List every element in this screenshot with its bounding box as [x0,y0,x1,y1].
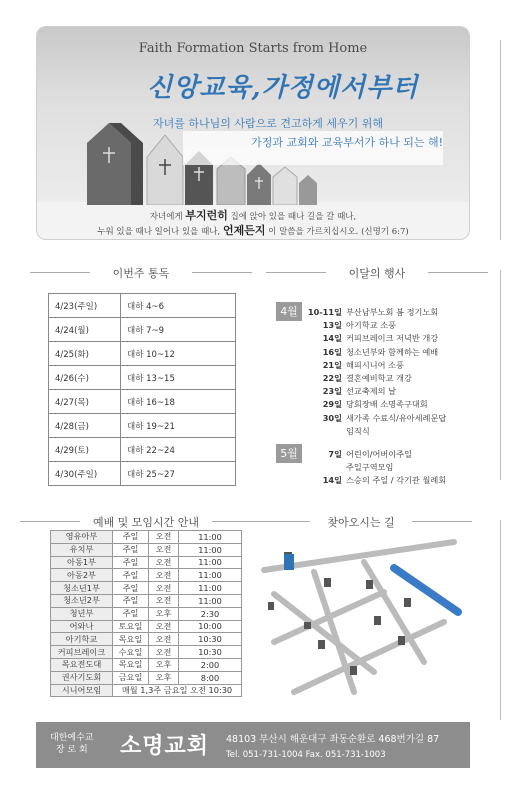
church-name: 소명교회 [120,734,210,759]
schedule-day: 목요일 [113,633,149,646]
reading-passage: 대하 10~12 [121,342,236,366]
reading-table [48,293,236,486]
schedule-row [51,646,242,659]
schedule-section-title: 예배 및 모임시간 안내 [86,514,206,530]
banner-english-title: Faith Formation Starts from Home [138,41,368,56]
schedule-time: 2:00 [179,658,242,671]
event-date: 21일 [322,359,342,370]
schedule-group: 청소년2부 [51,594,113,607]
event-text: 주일구역모임 [346,462,394,473]
event-text: 어린이/어버이주일 [346,449,413,459]
reading-row [49,390,236,414]
event-text: 커피브레이크 저녁반 개강 [346,333,439,344]
schedule-note: 매월 1,3주 금요일 오전 10:30 [113,684,242,697]
theme-banner [36,26,470,240]
event-text: 임직식 [346,425,370,436]
schedule-group: 아동2부 [51,569,113,582]
church-phone: Tel. 051-731-1004 Fax. 051-731-1003 [226,750,386,760]
reading-row [49,342,236,366]
event-item [300,332,496,345]
schedule-group: 시니어모임 [51,684,113,697]
schedule-ampm: 오전 [149,620,179,633]
event-item [300,385,496,398]
schedule-group: 아기학교 [51,633,113,646]
schedule-day: 주일 [113,607,149,620]
reading-date: 4/25(화) [49,342,121,366]
schedule-day: 주일 [113,543,149,556]
schedule-row [51,633,242,646]
event-date: 16일 [322,346,342,357]
directions-map [254,532,464,722]
reading-row [49,462,236,486]
schedule-row [51,658,242,671]
schedule-time: 11:00 [179,543,242,556]
reading-passage: 대하 13~15 [121,366,236,390]
reading-date: 4/26(수) [49,366,121,390]
schedule-time: 10:00 [179,620,242,633]
schedule-day: 주일 [113,556,149,569]
schedule-row [51,671,242,684]
schedule-ampm: 오전 [149,582,179,595]
schedule-day: 주일 [113,531,149,544]
event-text: 선교축제의 날 [346,386,397,397]
event-date: 10-11일 [307,307,342,317]
schedule-ampm: 오후 [149,671,179,684]
reading-passage: 대하 25~27 [121,462,236,486]
event-text: 아기학교 소풍 [346,320,397,331]
reading-row [49,438,236,462]
event-item [300,412,496,425]
church-address: 48103 부산시 해운대구 좌동순환로 468번가길 87 [226,734,440,745]
event-date: 7일 [328,449,342,459]
reading-date: 4/24(월) [49,318,121,342]
reading-passage: 대하 7~9 [121,318,236,342]
event-text: 새가족 수료식/유아세례문답 [346,412,447,423]
reading-passage: 대하 16~18 [121,390,236,414]
schedule-row [51,556,242,569]
reading-date: 4/29(토) [49,438,121,462]
event-item [300,474,496,487]
schedule-ampm: 오후 [149,607,179,620]
schedule-time: 11:00 [179,594,242,607]
schedule-day: 수요일 [113,646,149,659]
schedule-group: 영유아부 [51,531,113,544]
schedule-time: 10:30 [179,646,242,659]
event-date: 14일 [322,475,342,486]
event-text: 스승의 주일 / 각기관 월례회 [346,475,447,486]
event-item [300,425,496,438]
schedule-row [51,620,242,633]
event-item [300,359,496,372]
schedule-group: 아동1부 [51,556,113,569]
schedule-ampm: 오전 [149,543,179,556]
reading-date: 4/28(금) [49,414,121,438]
denomination: 대한예수교 장 로 회 [50,733,94,755]
reading-section-title: 이번주 통독 [96,265,186,281]
schedule-row [51,594,242,607]
reading-date: 4/30(주일) [49,462,121,486]
schedule-time: 8:00 [179,671,242,684]
event-item [300,306,496,319]
event-text: 부산남부노회 봄 정기노회 [346,307,439,317]
schedule-group: 커피브레이크 [51,646,113,659]
event-date: 22일 [322,373,342,383]
banner-subtitle-line2: 가정과 교회와 교육부서가 하나 되는 해! [251,136,443,149]
schedule-row [51,582,242,595]
schedule-time: 10:30 [179,633,242,646]
reading-passage: 대하 4~6 [121,294,236,318]
schedule-ampm: 오전 [149,569,179,582]
map-section-title: 찾아오시는 길 [316,514,406,530]
schedule-row [51,531,242,544]
month-badge-april: 4월 [276,302,302,321]
right-edge-rule [500,40,501,240]
schedule-group: 청년부 [51,607,113,620]
reading-row [49,414,236,438]
schedule-time: 11:00 [179,569,242,582]
schedule-group: 목요전도대 [51,658,113,671]
right-edge-rule [500,270,501,480]
schedule-ampm: 오전 [149,556,179,569]
schedule-day: 금요일 [113,671,149,684]
event-date: 13일 [322,320,342,331]
schedule-day: 주일 [113,569,149,582]
schedule-row [51,543,242,556]
schedule-ampm: 오후 [149,658,179,671]
schedule-time: 11:00 [179,556,242,569]
banner-subtitle-line1: 자녀를 하나님의 사람으로 견고하게 세우기 위해 [152,117,383,130]
schedule-group: 청소년1부 [51,582,113,595]
event-text: 청소년부와 함께하는 예배 [346,346,439,357]
schedule-time: 11:00 [179,582,242,595]
reading-row [49,294,236,318]
schedule-group: 권사기도회 [51,671,113,684]
schedule-group: 어와나 [51,620,113,633]
schedule-day: 주일 [113,594,149,607]
schedule-day: 목요일 [113,658,149,671]
reading-passage: 대하 22~24 [121,438,236,462]
event-text: 당회장배 소명족구대회 [346,399,428,410]
event-item [300,461,496,474]
event-date: 23일 [322,386,342,397]
schedule-row [51,684,242,697]
schedule-group: 유치부 [51,543,113,556]
schedule-day: 주일 [113,582,149,595]
reading-date: 4/27(목) [49,390,121,414]
event-date: 14일 [322,333,342,344]
reading-row [49,318,236,342]
event-item [300,319,496,332]
event-item [300,346,496,359]
schedule-ampm: 오전 [149,646,179,659]
footer-bar [36,722,470,768]
events-section-title: 이달의 행사 [332,265,422,281]
event-date: 29일 [322,399,342,410]
event-text: 해피시니어 소풍 [346,359,404,370]
event-item [300,372,496,385]
event-text: 결혼예비학교 개강 [346,373,412,383]
schedule-ampm: 오전 [149,531,179,544]
schedule-ampm: 오전 [149,594,179,607]
banner-title: 신앙교육,가정에서부터 [147,73,419,103]
schedule-row [51,607,242,620]
banner-verse: 자녀에게 부지런히 집에 앉아 있을 때나 길을 갈 때나, 누워 있을 때나 일어나 있을 때나, 언제든지 이 말씀을 가르치십시오. (신명기 6:7) [97,209,409,237]
schedule-day: 토요일 [113,620,149,633]
schedule-time: 11:00 [179,531,242,544]
schedule-table [50,530,242,697]
schedule-row [51,569,242,582]
event-item [300,448,496,461]
reading-row [49,366,236,390]
schedule-time: 2:30 [179,607,242,620]
right-edge-rule [500,520,501,720]
event-date: 30일 [322,412,342,423]
reading-passage: 대하 19~21 [121,414,236,438]
schedule-ampm: 오전 [149,633,179,646]
event-item [300,398,496,411]
reading-date: 4/23(주일) [49,294,121,318]
month-badge-may: 5월 [276,444,302,463]
